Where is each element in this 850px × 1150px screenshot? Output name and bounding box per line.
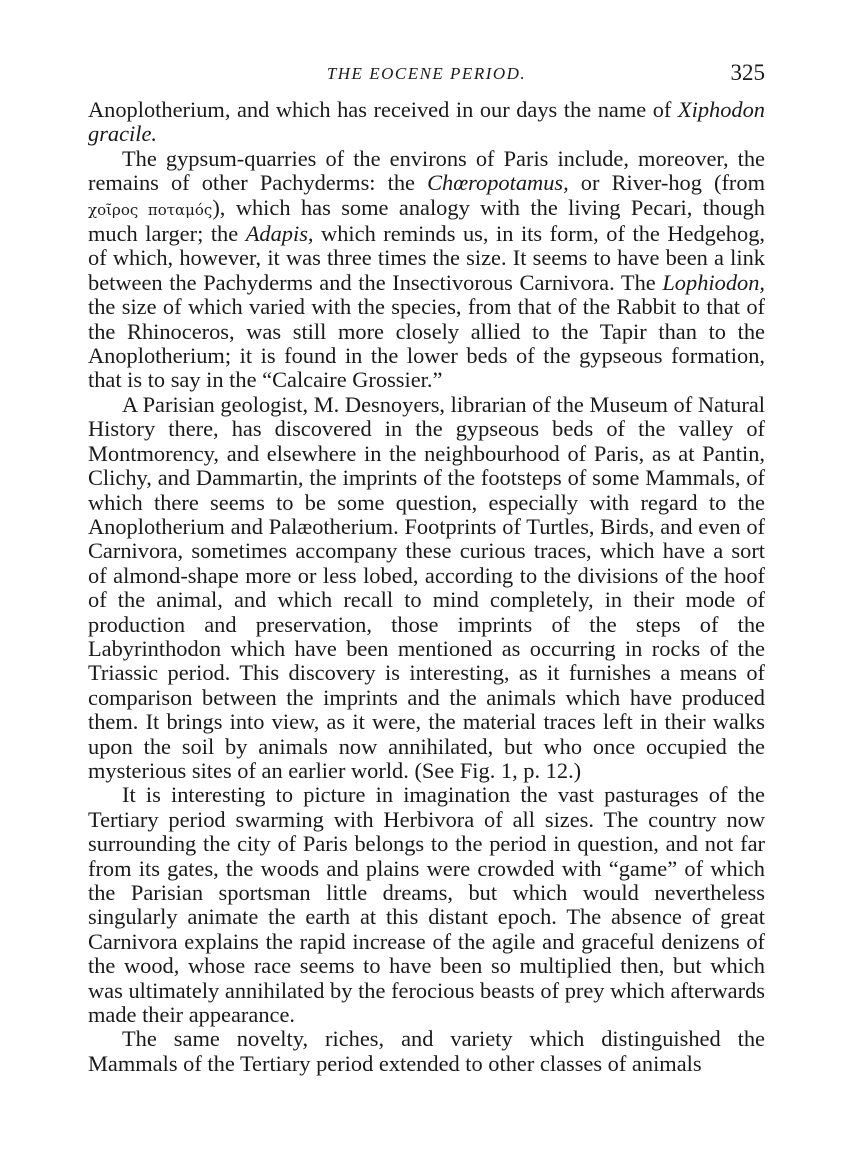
paragraph-text: The gypsum-quarries of the environs of Paris include, moreover, the remains of other Pachyderms: the	[88, 145, 765, 196]
paragraph-text: The same novelty, riches, and variety which distinguished the Mammals of the Tertiary period extended to other classes of animals	[88, 1026, 765, 1076]
paragraph-text: ), which has some analogy with the living Pecari, though much larger; the	[88, 194, 765, 247]
running-head	[88, 58, 765, 92]
running-title: THE EOCENE PERIOD.	[326, 64, 527, 83]
paragraph-text: or River-hog (from	[568, 170, 765, 196]
italic-term: Lophiodon,	[662, 269, 765, 295]
paragraph-1	[88, 98, 765, 147]
body-text	[88, 98, 765, 1076]
paragraph-text: Anoplotherium, and which has received in our days the name of	[88, 97, 678, 122]
greek-term: χοῖρος ποταμός	[88, 200, 213, 219]
italic-term: Chœropotamus,	[427, 170, 569, 196]
italic-term: Adapis,	[245, 221, 314, 247]
paragraph-3	[88, 393, 765, 784]
page-number: 325	[730, 60, 765, 85]
book-page	[88, 58, 765, 1076]
paragraph-4	[88, 783, 765, 1027]
paragraph-2	[88, 147, 765, 393]
paragraph-text: the size of which varied with the species, from that of the Rabbit to that of the Rhinoceros, was still more closely allied to the Tapir than to the Anoplotherium; it is found in the lower beds of the gypseous formation, that is to say in the “Calcaire Grossier.”	[88, 294, 765, 393]
paragraph-text: which reminds us, in its form, of the Hedgehog, of which, however, it was three times the size. It seems to have been a link between the Pachyderms and the Insectivorous Carnivora. The	[88, 221, 765, 295]
paragraph-text: A Parisian geologist, M. Desnoyers, librarian of the Museum of Natural History there, has discovered in the gypseous beds of the valley of Montmorency, and elsewhere in the neighbourhood of Paris, as at Pantin, Clichy, and Dammartin, the imprints of the footsteps of some Mammals, of which there seems to be some question, especially with regard to the Anoplotherium and Palæotherium. Footprints of Turtles, Birds, and even of Carnivora, sometimes accompany these curious traces, which have a sort of almond-shape more or less lobed, according to the divisions of the hoof of the animal, and which recall to mind completely, in their mode of production and preservation, those imprints of the steps of the Labyrinthodon which have been mentioned as occurring in rocks of the Triassic period. This discovery is interesting, as it furnishes a means of comparison between the imprints and the animals which have produced them. It brings into view, as it were, the material traces left in their walks upon the soil by animals now annihilated, but who once occupied the mysterious sites of an earlier world. (See Fig. 1, p. 12.)	[88, 391, 765, 783]
paragraph-5	[88, 1027, 765, 1076]
italic-term: Xiphodon gracile.	[88, 97, 765, 147]
paragraph-text: It is interesting to picture in imagination the vast pasturages of the Tertiary period swarming with Herbivora of all sizes. The country now surrounding the city of Paris belongs to the period in question, and not far from its gates, the woods and plains were crowded with “game” of which the Parisian sportsman little dreams, but which would nevertheless singularly animate the earth at this distant epoch. The absence of great Carnivora explains the rapid increase of the agile and graceful denizens of the wood, whose race seems to have been so multiplied then, but which was ultimately annihilated by the ferocious beasts of prey which afterwards made their appearance.	[88, 782, 765, 1028]
